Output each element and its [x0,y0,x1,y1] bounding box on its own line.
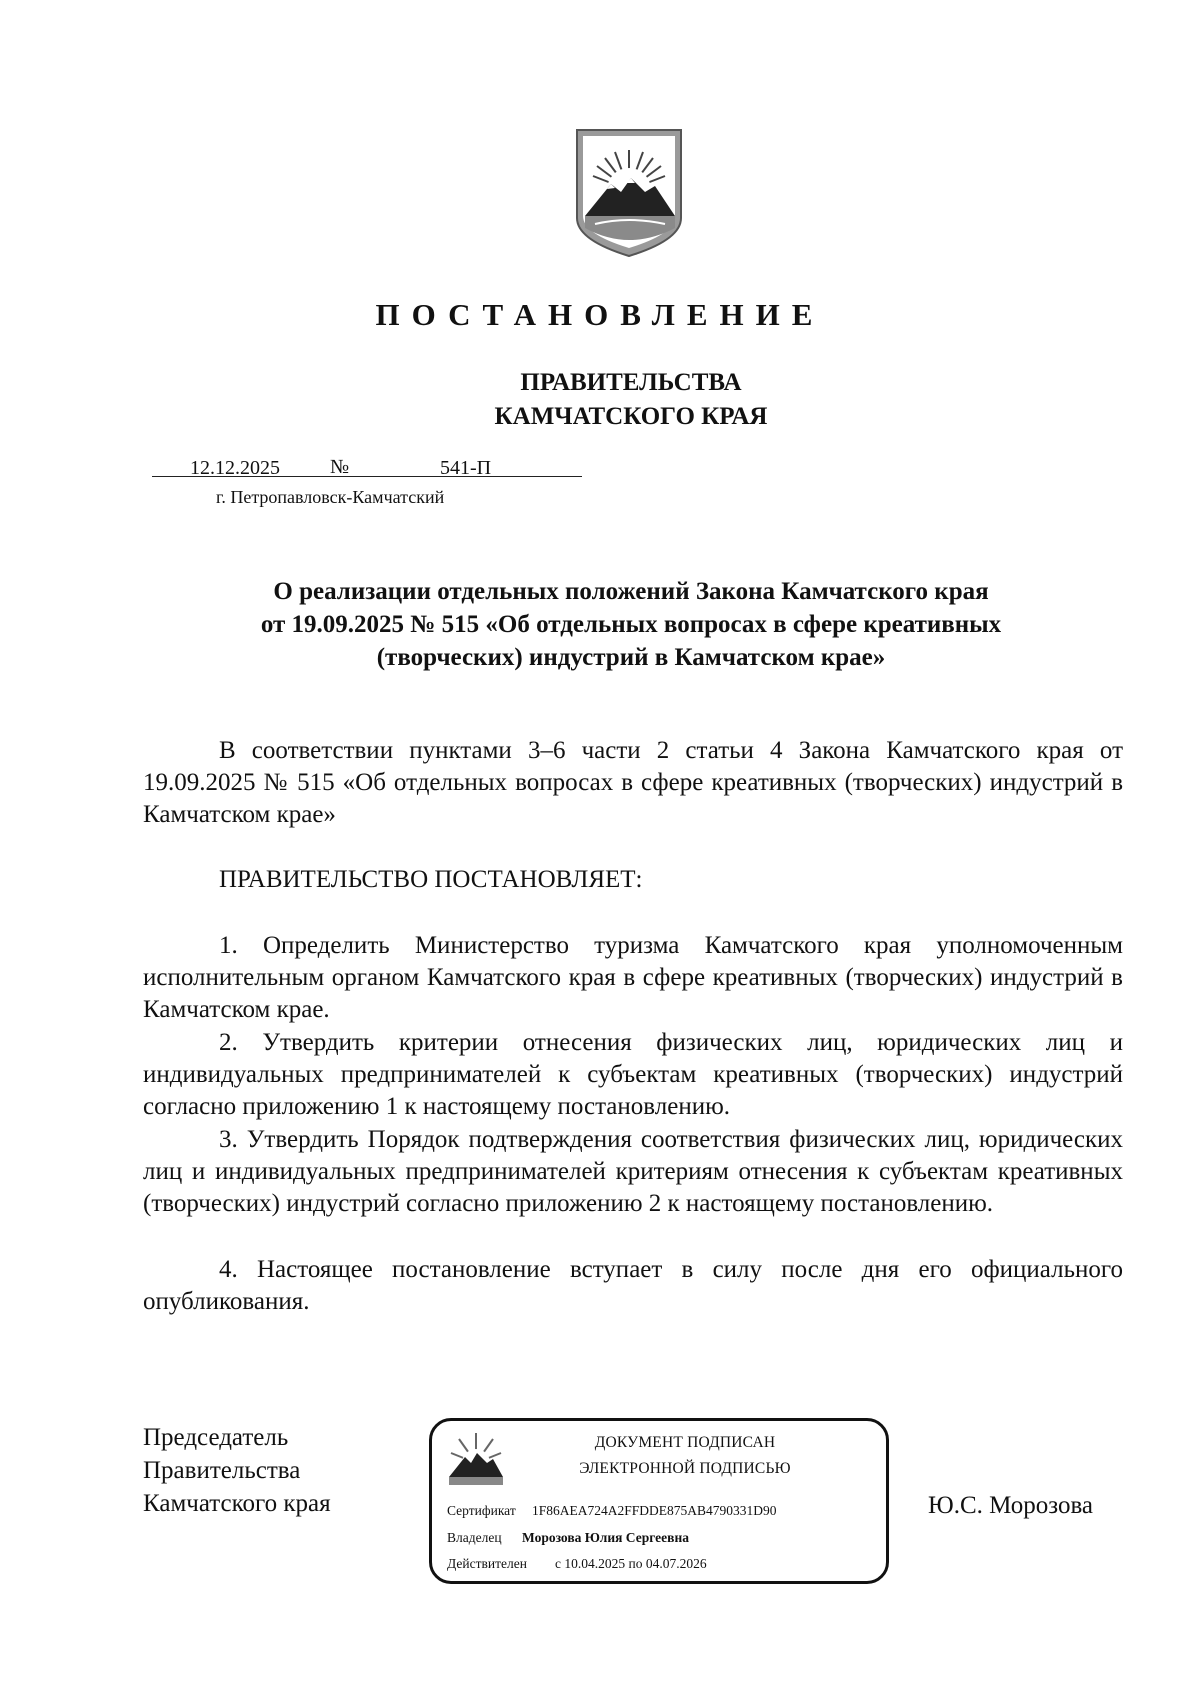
certificate-label: Сертификат [447,1503,516,1518]
document-number: 541-П [440,457,492,479]
basis-paragraph: В соответствии пунктами 3–6 части 2 статьи 4 Закона Камчатского края от 19.09.2025 № 515 «Об отдельных вопросах в сфере креативных (творческих) индустрий в Камчатском крае» [143,737,1123,828]
owner-value: Морозова Юлия Сергеевна [522,1530,689,1545]
item-paragraph: 3. Утвердить Порядок подтверждения соответствия физических лиц, юридических лиц и индивидуальных предпринимателей критериям отнесения к субъектам креативных (творческих) индустрий согласно приложению 2 к настоящему постановлению. [143,1126,1123,1217]
item-paragraph: 2. Утвердить критерии отнесения физических лиц, юридических лиц и индивидуальных предпринимателей к субъектам креативных (творческих) индустрий согласно приложению 1 к настоящему постановлению. [143,1029,1123,1120]
validity-label: Действителен [447,1556,527,1571]
issuer-line-1: ПРАВИТЕЛЬСТВА [520,369,742,396]
stamp-certificate-row [447,1503,777,1519]
stamp-header-line: ДОКУМЕНТ ПОДПИСАН [594,1434,776,1451]
subject-line: (творческих) индустрий в Камчатском крае» [376,644,886,671]
stamp-validity-row [447,1556,707,1572]
issuer-block [0,366,1200,434]
certificate-value: 1F86AEA724A2FFDDE875AB4790331D90 [532,1503,777,1518]
owner-label: Владелец [447,1530,502,1545]
document-subject [0,575,1200,674]
position-line: Правительства [143,1457,301,1484]
subject-line: О реализации отдельных положений Закона Камчатского края [273,578,989,605]
signatory-position [143,1421,331,1520]
item-paragraph: 1. Определить Министерство туризма Камчатского края уполномоченным исполнительным органом Камчатского края в сфере креативных (творческих) индустрий в Камчатском крае. [143,932,1123,1023]
stamp-owner-row [447,1530,689,1546]
validity-value: с 10.04.2025 по 04.07.2026 [555,1556,707,1571]
city: г. Петропавловск-Камчатский [216,487,445,507]
issuer-line-2: КАМЧАТСКОГО КРАЯ [494,403,768,430]
stamp-header [520,1430,850,1482]
signatory-name: Ю.С. Морозова [928,1492,1094,1519]
stamp-header-line: ЭЛЕКТРОННОЙ ПОДПИСЬЮ [579,1460,791,1477]
document-date: 12.12.2025 [190,457,280,479]
coat-of-arms-icon [575,128,683,260]
decree-heading: ПРАВИТЕЛЬСТВО ПОСТАНОВЛЯЕТ: [219,866,643,893]
item-paragraph: 4. Настоящее постановление вступает в силу после дня его официального опубликования. [143,1256,1123,1315]
subject-line: от 19.09.2025 № 515 «Об отдельных вопросах в сфере креативных [260,611,1002,638]
position-line: Председатель [143,1424,289,1451]
number-sign: № [330,456,350,478]
document-title: ПОСТАНОВЛЕНИЕ [375,297,825,332]
position-line: Камчатского края [143,1490,331,1517]
stamp-emblem-icon [447,1427,505,1487]
